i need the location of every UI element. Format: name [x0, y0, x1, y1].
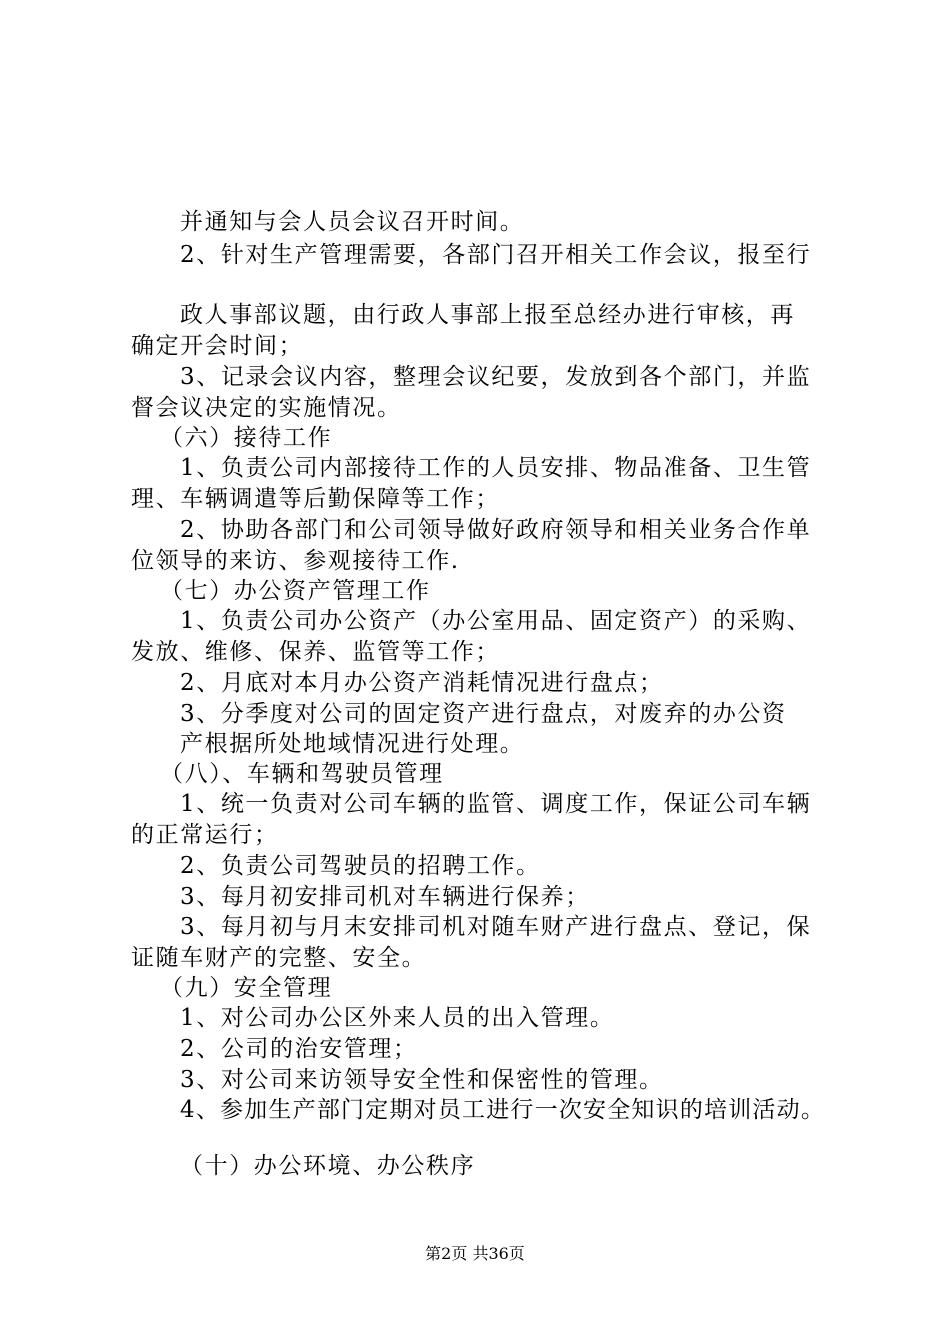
text-line: 发放、维修、保养、监管等工作； [131, 639, 500, 665]
section-heading: （八）、车辆和驾驶员管理 [160, 761, 444, 787]
text-line: 产根据所处地域情况进行处理。 [180, 731, 525, 757]
section-heading: （七）办公资产管理工作 [160, 578, 431, 604]
text-line: 督会议决定的实施情况。 [131, 395, 402, 421]
text-line: 1、对公司办公区外来人员的出入管理。 [180, 1005, 615, 1031]
text-line: 理、车辆调遣等后勤保障等工作； [131, 486, 500, 512]
section-heading: （九）安全管理 [160, 975, 333, 1001]
text-line: 3、每月初与月末安排司机对随车财产进行盘点、登记，保 [180, 914, 812, 940]
text-line: 1、负责公司内部接待工作的人员安排、物品准备、卫生管 [180, 455, 812, 481]
text-line: 3、分季度对公司的固定资产进行盘点，对废弃的办公资 [180, 701, 787, 727]
text-line: 1、负责公司办公资产（办公室用品、固定资产）的采购、 [180, 608, 812, 634]
section-heading: （十）办公环境、办公秩序 [180, 1153, 476, 1179]
text-line: 3、对公司来访领导安全性和保密性的管理。 [180, 1067, 664, 1093]
text-line: 确定开会时间； [131, 333, 304, 359]
text-line: 并通知与会人员会议召开时间。 [180, 209, 525, 235]
text-line: 2、公司的治安管理； [180, 1036, 418, 1062]
text-line: 2、针对生产管理需要，各部门召开相关工作会议，报至行 [180, 242, 812, 268]
text-line: 位领导的来访、参观接待工作. [131, 548, 460, 574]
text-line: 3、记录会议内容，整理会议纪要，发放到各个部门，并监 [180, 364, 812, 390]
text-line: 2、负责公司驾驶员的招聘工作。 [180, 853, 541, 879]
text-line: 2、协助各部门和公司领导做好政府领导和相关业务合作单 [180, 517, 812, 543]
text-line: 4、参加生产部门定期对员工进行一次安全知识的培训活动。 [180, 1097, 826, 1123]
text-line: 政人事部议题，由行政人事部上报至总经办进行审核，再 [180, 302, 795, 328]
section-heading: （六）接待工作 [160, 425, 333, 451]
text-line: 证随车财产的完整、安全。 [131, 945, 427, 971]
text-line: 3、每月初安排司机对车辆进行保养； [180, 884, 590, 910]
page-number: 第2页 共36页 [425, 1244, 525, 1263]
text-line: 的正常运行； [131, 822, 279, 848]
text-line: 1、统一负责对公司车辆的监管、调度工作，保证公司车辆 [180, 791, 812, 817]
text-line: 2、月底对本月办公资产消耗情况进行盘点； [180, 670, 664, 696]
